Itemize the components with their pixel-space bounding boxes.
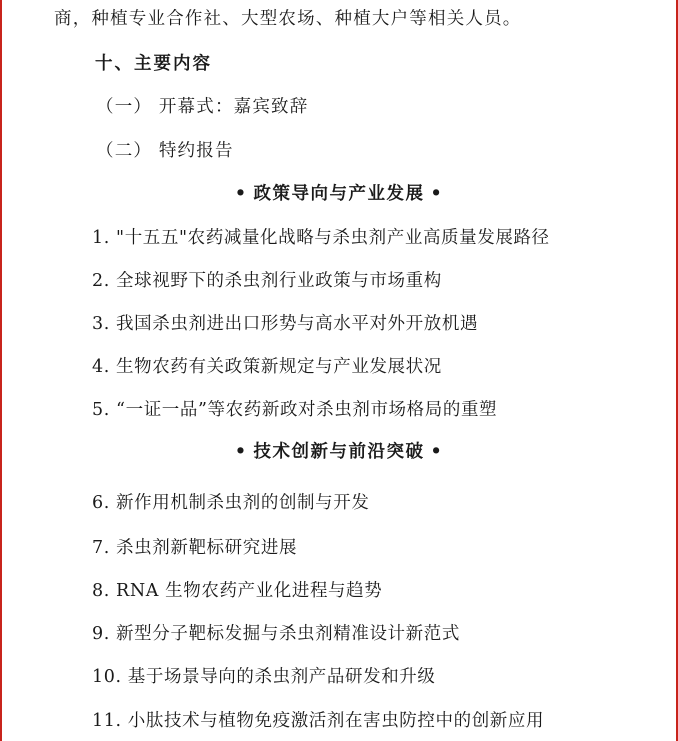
list-item: 2. 全球视野下的杀虫剂行业政策与市场重构 xyxy=(92,271,442,291)
bullet-icon: • xyxy=(234,184,248,204)
list-item: 7. 杀虫剂新靶标研究进展 xyxy=(92,538,298,558)
subsection-opening: （一） 开幕式：嘉宾致辞 xyxy=(96,97,309,117)
list-item: 5. “一证一品”等农药新政对杀虫剂市场格局的重塑 xyxy=(92,400,498,420)
subsection-keynote: （二） 特约报告 xyxy=(96,141,234,161)
list-item: 9. 新型分子靶标发掘与杀虫剂精准设计新范式 xyxy=(92,624,460,644)
section-title: 十、主要内容 xyxy=(95,54,212,74)
group-heading-label: 技术创新与前沿突破 xyxy=(253,442,425,462)
bullet-icon: • xyxy=(430,442,444,462)
bullet-icon: • xyxy=(234,442,248,462)
list-item: 6. 新作用机制杀虫剂的创制与开发 xyxy=(92,493,370,513)
group-heading-innovation xyxy=(2,441,676,463)
list-item: 11. 小肽技术与植物免疫激活剂在害虫防控中的创新应用 xyxy=(92,711,545,731)
list-item: 1. "十五五"农药减量化战略与杀虫剂产业高质量发展路径 xyxy=(92,228,550,248)
list-item: 3. 我国杀虫剂进出口形势与高水平对外开放机遇 xyxy=(92,314,479,334)
list-item: 10. 基于场景导向的杀虫剂产品研发和升级 xyxy=(92,667,436,687)
list-item: 4. 生物农药有关政策新规定与产业发展状况 xyxy=(92,357,442,377)
intro-text: 商，种植专业合作社、大型农场、种植大户等相关人员。 xyxy=(54,9,522,29)
group-heading-policy xyxy=(2,183,676,205)
group-heading-label: 政策导向与产业发展 xyxy=(253,184,425,204)
bullet-icon: • xyxy=(430,184,444,204)
list-item: 8. RNA 生物农药产业化进程与趋势 xyxy=(92,581,383,601)
